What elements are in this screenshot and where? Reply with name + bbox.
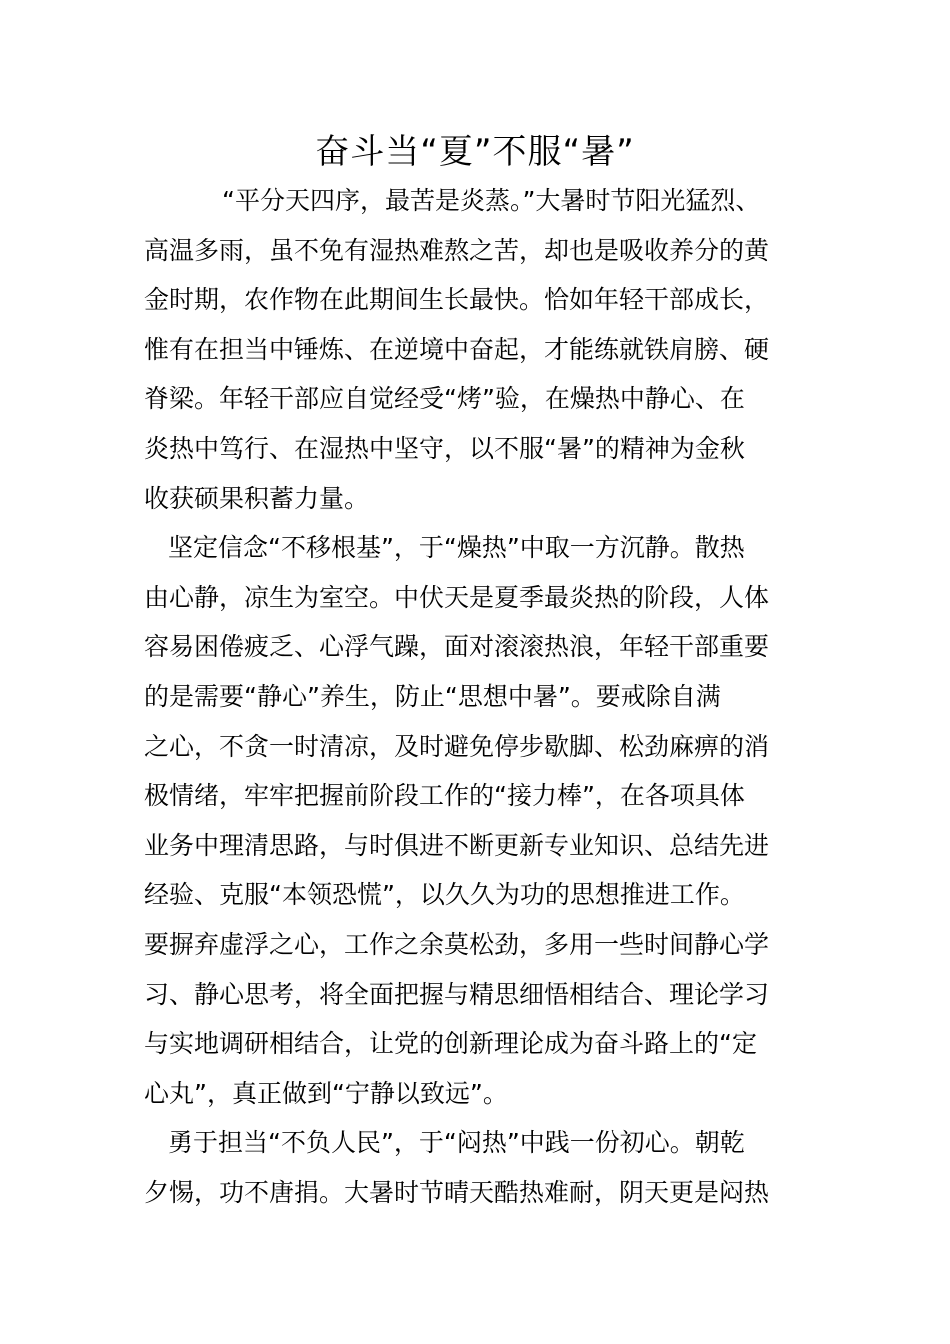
text-line: 与实地调研相结合，让党的创新理论成为奋斗路上的“定: [144, 1029, 757, 1059]
text-line: 的是需要“静心”养生，防止“思想中暑”。要戒除自满: [144, 681, 721, 711]
text-line: 高温多雨，虽不免有湿热难熬之苦，却也是吸收养分的黄: [144, 235, 770, 265]
text-line: 炎热中笃行、在湿热中坚守，以不服“暑”的精神为金秋: [144, 433, 745, 463]
document-title: 奋斗当“夏”不服“暑”: [315, 132, 635, 172]
text-line: 容易困倦疲乏、心浮气躁，面对滚滚热浪，年轻干部重要: [144, 632, 770, 662]
text-line: 金时期，农作物在此期间生长最快。恰如年轻干部成长，: [144, 285, 770, 315]
text-line: 收获硕果积蓄力量。: [144, 483, 370, 513]
text-line: 业务中理清思路，与时俱进不断更新专业知识、总结先进: [144, 830, 770, 860]
text-line: 坚定信念“不移根基”，于“燥热”中取一方沉静。散热: [168, 533, 745, 563]
text-line: 习、静心思考，将全面把握与精思细悟相结合、理论学习: [144, 979, 770, 1009]
text-line: “平分天四序，最苦是炎蒸。”大暑时节阳光猛烈、: [222, 186, 761, 215]
document-body: [144, 176, 824, 1217]
text-line: 由心静，凉生为室空。中伏天是夏季最炎热的阶段，人体: [144, 582, 770, 612]
text-line: 要摒弃虚浮之心，工作之余莫松劲，多用一些时间静心学: [144, 929, 770, 959]
text-line: 夕惕，功不唐捐。大暑时节晴天酷热难耐，阴天更是闷热: [144, 1177, 770, 1207]
text-line: 脊梁。年轻干部应自觉经受“烤”验，在燥热中静心、在: [144, 384, 745, 414]
text-line: 之心，不贪一时清凉，及时避免停步歇脚、松劲麻痹的消: [144, 731, 770, 761]
text-line: 极情绪，牢牢把握前阶段工作的“接力棒”，在各项具体: [144, 781, 745, 811]
text-line: 勇于担当“不负人民”，于“闷热”中践一份初心。朝乾: [168, 1128, 745, 1158]
text-line: 心丸”，真正做到“宁静以致远”。: [144, 1078, 508, 1108]
text-line: 惟有在担当中锤炼、在逆境中奋起，才能练就铁肩膀、硬: [144, 334, 770, 364]
text-line: 经验、克服“本领恐慌”，以久久为功的思想推进工作。: [144, 880, 745, 910]
